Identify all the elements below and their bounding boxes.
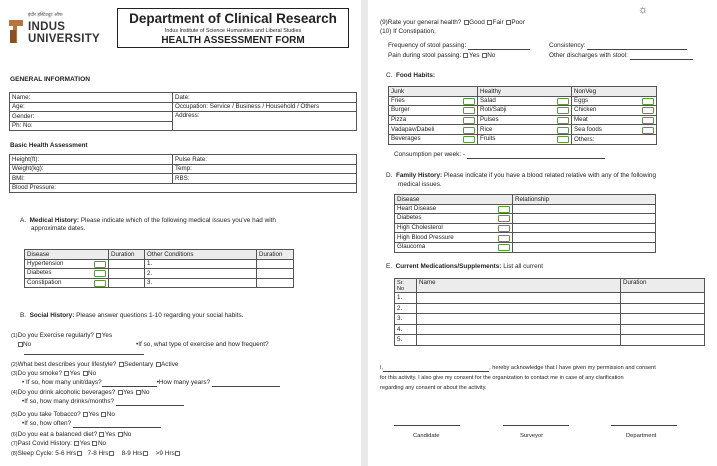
medical-history-line-2: approximate dates. xyxy=(31,225,86,232)
table-row: Diabetes xyxy=(395,214,656,224)
social-history-line: B. Social History: Please answer questions 1-10 regarding your social habits. xyxy=(20,312,244,319)
family-history-table xyxy=(394,194,656,253)
q2-sedentary-checkbox[interactable] xyxy=(119,362,124,367)
sleep-7-8-checkbox[interactable] xyxy=(109,451,114,456)
table-row: Diabetes 2. xyxy=(25,269,294,279)
pain-yes-checkbox[interactable] xyxy=(463,53,468,58)
name-field[interactable]: Name: xyxy=(10,93,173,103)
high-bp-checkbox[interactable] xyxy=(498,235,510,242)
general-info-heading: GENERAL INFORMATION xyxy=(10,76,90,83)
q3-smoke: (3)Do you smoke? Yes No xyxy=(11,370,97,377)
burger-checkbox[interactable] xyxy=(463,107,475,114)
heart-disease-checkbox[interactable] xyxy=(498,206,510,213)
sun-icon: ☼ xyxy=(638,4,649,16)
medical-history-table xyxy=(24,249,294,288)
stool-frequency: Frequency of stool passing: xyxy=(388,42,530,50)
salad-checkbox[interactable] xyxy=(557,98,569,105)
q1-exercise: (1)Do you Exercise regularly? Yes xyxy=(11,332,113,339)
surveyor-label: Surveyor xyxy=(520,433,544,439)
bmi-field[interactable]: BMI: xyxy=(10,174,173,184)
q6-diet: (6)Do you eat a balanced diet? Yes No xyxy=(11,431,132,438)
meat-checkbox[interactable] xyxy=(642,117,654,124)
consumption-line[interactable] xyxy=(467,153,605,159)
q1-answer-line[interactable] xyxy=(24,354,144,355)
table-row: Pizza Pulses Meat xyxy=(389,115,657,125)
q9-general-health: (9)Rate your general health? Good Fair Poor xyxy=(380,19,525,26)
logo-line-2: UNIVERSITY xyxy=(28,33,101,45)
q9-fair-checkbox[interactable] xyxy=(487,20,492,25)
other-discharges: Other discharges with stool: xyxy=(549,52,693,60)
sea-foods-checkbox[interactable] xyxy=(642,127,654,134)
q3-units-line[interactable] xyxy=(102,381,157,387)
consent-line-2: for this activity. I also give my consent for the organization to contact me in case of any clarification xyxy=(380,375,624,381)
col-med-duration: Duration xyxy=(621,279,705,293)
q7-covid: (7)Past Covid History: Yes No xyxy=(11,440,107,447)
temp-field[interactable]: Temp: xyxy=(173,164,357,174)
q1-sub-question: •If so, what type of exercise and how frequent? xyxy=(136,341,269,348)
col-other-conditions: Other Conditions xyxy=(145,250,257,260)
table-row: 2. xyxy=(395,303,705,314)
page-title: Department of Clinical Research xyxy=(129,11,337,26)
q1-no-option: No xyxy=(17,341,31,349)
rbs-field[interactable]: RBS: xyxy=(173,174,357,184)
food-habits-table xyxy=(388,86,657,145)
discharge-line[interactable] xyxy=(630,54,693,60)
diabetes-checkbox[interactable] xyxy=(94,270,106,277)
phone-field[interactable]: Ph: No: xyxy=(10,121,173,131)
table-row: 1. xyxy=(395,293,705,304)
table-row: Heart Disease xyxy=(395,204,656,214)
indus-logo-icon xyxy=(7,18,25,45)
age-field[interactable]: Age: xyxy=(10,102,173,112)
fries-checkbox[interactable] xyxy=(463,98,475,105)
sleep-8-9-checkbox[interactable] xyxy=(143,451,148,456)
table-row: Hypertension 1. xyxy=(25,259,294,269)
rice-checkbox[interactable] xyxy=(557,127,569,134)
table-row: Vadapav/Dabeli Rice Sea foods xyxy=(389,125,657,135)
medical-history-line-1: A. Medical History: Please indicate which of the following medical issues you've had with xyxy=(20,217,276,224)
table-row: Beverages Fruits Others: xyxy=(389,134,657,144)
address-field[interactable]: Address: xyxy=(173,112,357,131)
q5-no-checkbox[interactable] xyxy=(101,412,106,417)
q7-no-checkbox[interactable] xyxy=(92,441,97,446)
date-field[interactable]: Date: xyxy=(173,93,357,103)
pulses-checkbox[interactable] xyxy=(557,117,569,124)
q4-drinks-line[interactable] xyxy=(116,400,184,406)
stool-consistency: Consistency: xyxy=(549,42,687,50)
q2-lifestyle: (2)What best describes your lifestyle? Sedentary Active xyxy=(11,361,179,368)
sleep-5-6-checkbox[interactable] xyxy=(77,451,82,456)
cholesterol-checkbox[interactable] xyxy=(498,225,510,232)
hypertension-checkbox[interactable] xyxy=(94,261,106,268)
frequency-line[interactable] xyxy=(468,44,530,50)
family-history-heading: Family History: xyxy=(395,172,443,179)
table-row: Fries Salad Eggs xyxy=(389,96,657,106)
institute-name: Indus Institute of Science Humanities and Liberal Studies xyxy=(164,28,302,35)
form-title: HEALTH ASSESSMENT FORM xyxy=(161,34,305,46)
family-diabetes-checkbox[interactable] xyxy=(498,215,510,222)
height-field[interactable]: Height(ft): xyxy=(10,155,173,165)
basic-health-heading: Basic Health Assessment xyxy=(10,142,88,149)
pain-no-checkbox[interactable] xyxy=(482,53,487,58)
q5-yes-checkbox[interactable] xyxy=(83,412,88,417)
table-row: High Blood Pressure xyxy=(395,233,656,243)
social-history-heading: Social History: xyxy=(29,312,75,319)
constipation-checkbox[interactable] xyxy=(94,280,106,287)
col-duration: Duration xyxy=(109,250,145,260)
title-box xyxy=(117,8,349,48)
weight-field[interactable]: Weight(kg): xyxy=(10,164,173,174)
basic-health-table xyxy=(9,154,357,193)
vadapav-checkbox[interactable] xyxy=(463,127,475,134)
pizza-checkbox[interactable] xyxy=(463,117,475,124)
general-info-table xyxy=(9,92,357,131)
candidate-signature-line[interactable] xyxy=(394,425,460,426)
q3-years-line[interactable] xyxy=(212,381,280,387)
consistency-line[interactable] xyxy=(587,44,687,50)
medications-heading: Current Medications/Supplements: xyxy=(395,263,502,270)
surveyor-signature-line[interactable] xyxy=(503,425,569,426)
eggs-checkbox[interactable] xyxy=(642,98,654,105)
department-label: Department xyxy=(626,433,657,439)
candidate-label: Candidate xyxy=(413,433,440,439)
pulse-field[interactable]: Pulse Rate: xyxy=(173,155,357,165)
q6-yes-checkbox[interactable] xyxy=(99,432,104,437)
table-row: Burger Roti/Sabji Chicken xyxy=(389,106,657,116)
col-junk: Junk xyxy=(389,87,478,97)
gender-field[interactable]: Gender: xyxy=(10,112,173,122)
q3-yes-checkbox[interactable] xyxy=(64,371,69,376)
col-sr-no: Sr. No xyxy=(395,279,417,293)
q5-sub-question: •If so, how often? xyxy=(22,420,161,428)
q4-alcohol: (4)Do you drink alcoholic beverages? Yes No xyxy=(11,389,150,396)
col-duration-2: Duration xyxy=(257,250,294,260)
q6-no-checkbox[interactable] xyxy=(118,432,123,437)
q9-good-checkbox[interactable] xyxy=(464,20,469,25)
q4-yes-checkbox[interactable] xyxy=(118,390,123,395)
q8-sleep-cycle: (8)Sleep Cycle: 5-6 Hrs 7-8 Hrs 8-9 Hrs >9 Hrs xyxy=(11,450,181,458)
table-row: Glaucoma xyxy=(395,242,656,252)
form-page-2 xyxy=(368,0,717,466)
consent-line-3: regarding any consent or about the activity. xyxy=(380,385,487,391)
col-healthy: Healthy xyxy=(478,87,572,97)
col-disease: Disease xyxy=(25,250,109,260)
col-nonveg: NonVeg xyxy=(572,87,657,97)
glaucoma-checkbox[interactable] xyxy=(498,244,510,251)
q1-no-checkbox[interactable] xyxy=(18,342,23,347)
q3-no-checkbox[interactable] xyxy=(83,371,88,376)
table-row: 5. xyxy=(395,335,705,346)
roti-sabji-checkbox[interactable] xyxy=(557,107,569,114)
q2-active-checkbox[interactable] xyxy=(156,362,161,367)
sleep-over-9-checkbox[interactable] xyxy=(175,451,180,456)
table-row: 3. xyxy=(395,314,705,325)
medications-table xyxy=(394,278,705,346)
q10-constipation: (10) If Constipation, xyxy=(380,28,436,35)
medical-history-heading: Medical History: xyxy=(29,217,79,224)
q1-yes-checkbox[interactable] xyxy=(96,333,101,338)
nonveg-others-field[interactable]: Others: xyxy=(572,134,657,144)
fruits-checkbox[interactable] xyxy=(557,136,569,143)
beverages-checkbox[interactable] xyxy=(463,136,475,143)
department-signature-line[interactable] xyxy=(611,425,677,426)
chicken-checkbox[interactable] xyxy=(642,107,654,114)
stool-pain: Pain during stool passing: Yes No xyxy=(388,52,496,59)
logo-line-1: INDUS xyxy=(28,21,66,33)
q7-yes-checkbox[interactable] xyxy=(74,441,79,446)
table-row: 4. xyxy=(395,324,705,335)
medications-heading-line: E. Current Medications/Supplements: List all current xyxy=(386,263,543,270)
consumption-per-week: Consumption per week: - xyxy=(394,151,605,159)
col-relationship: Relationship xyxy=(513,195,656,205)
col-med-name: Name xyxy=(417,279,621,293)
bp-field[interactable]: Blood Pressure: xyxy=(10,183,357,193)
table-row: High Cholesterol xyxy=(395,223,656,233)
consent-line-1: I, , hereby acknowledge that I have given my permission and consent xyxy=(380,365,656,371)
q5-tobacco: (5)Do you take Tobacco? Yes No xyxy=(11,411,115,418)
q5-often-line[interactable] xyxy=(73,422,161,428)
table-row: Constipation 3. xyxy=(25,278,294,288)
food-habits-heading: Food Habits: xyxy=(395,72,436,79)
logo-hindi-text: इंदौर इंस्टिट्यूट ऑफ xyxy=(28,13,63,18)
family-history-line-2: medical issues. xyxy=(398,181,442,188)
occupation-field[interactable]: Occupation: Service / Business / Household / Others xyxy=(173,102,357,112)
food-habits-heading-line: C. Food Habits: xyxy=(386,72,436,79)
q4-sub-question: •If so, how many drinks/months? xyxy=(22,398,184,406)
col-family-disease: Disease xyxy=(395,195,513,205)
q3-sub-questions: • If so, how many unit/days? •How many years? xyxy=(22,379,280,387)
consent-name-line[interactable] xyxy=(383,366,489,372)
family-history-line-1: D. Family History: Please indicate if you have a blood related relative with any of the following xyxy=(386,172,657,179)
